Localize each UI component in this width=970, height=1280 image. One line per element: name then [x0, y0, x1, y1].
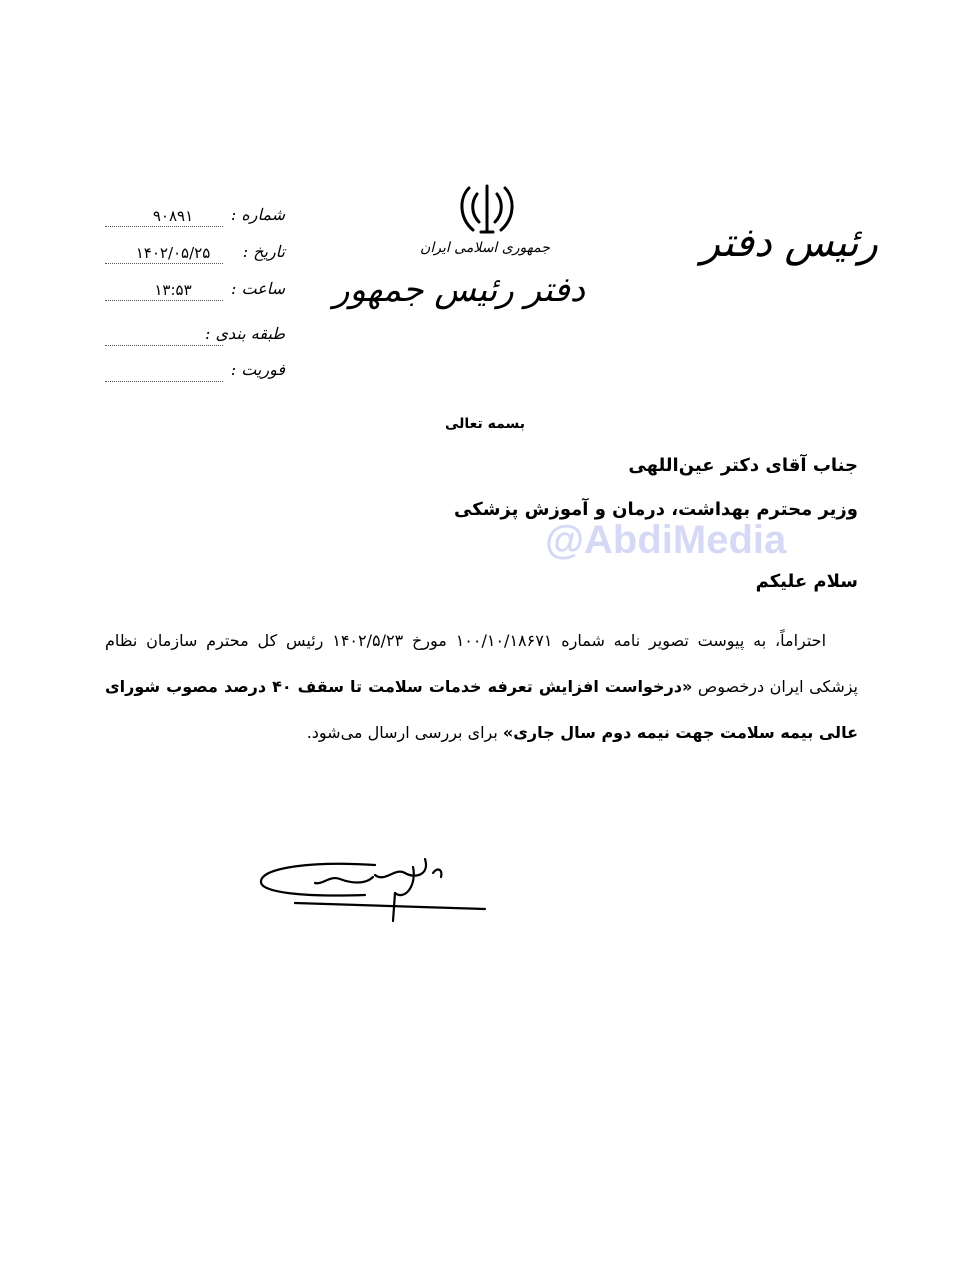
- meta-time-label: ساعت :: [230, 279, 285, 298]
- meta-number-value: ۹۰۸۹۱: [152, 207, 194, 225]
- meta-urgency-label: فوریت :: [230, 360, 285, 379]
- presidency-office-label: دفتر رئیس جمهور: [333, 270, 585, 310]
- letter-body: [105, 618, 858, 756]
- meta-number-label: شماره :: [230, 205, 285, 224]
- basmala-heading: بسمه تعالی: [444, 416, 526, 432]
- meta-time-line: [105, 300, 223, 301]
- recipient-name: جناب آقای دکتر عین‌اللهی: [628, 455, 858, 476]
- recipient-title: وزیر محترم بهداشت، درمان و آموزش پزشکی: [454, 499, 858, 520]
- republic-label: جمهوری اسلامی ایران: [420, 240, 550, 256]
- meta-date-value: ۱۴۰۲/۰۵/۲۵: [135, 244, 211, 262]
- meta-classification-label: طبقه بندی :: [205, 324, 285, 343]
- salutation: سلام علیکم: [755, 571, 858, 592]
- meta-time-value: ۱۳:۵۳: [154, 281, 192, 299]
- body-intro: احتراماً، به پیوست تصویر نامه شماره ۱۰۰/۱۰/۱۸۶۷۱ مورخ ۱۴۰۲/۵/۲۳ رئیس کل محترم سازمان نظام پزشکی ایران درخصوص: [105, 631, 859, 696]
- watermark: @AbdiMedia: [545, 518, 787, 562]
- office-title: رئیس دفتر: [700, 220, 878, 266]
- meta-classification-line: [105, 345, 223, 346]
- meta-date-label: تاریخ :: [242, 242, 285, 261]
- meta-urgency-line: [105, 381, 223, 382]
- meta-time-row: [105, 277, 285, 307]
- iran-emblem-icon: [455, 182, 519, 238]
- meta-number-line: [105, 226, 223, 227]
- meta-date-line: [105, 263, 223, 264]
- meta-urgency-row: [105, 358, 285, 388]
- body-outro: برای بررسی ارسال می‌شود.: [306, 723, 503, 742]
- meta-date-row: [105, 240, 285, 270]
- meta-number-row: [105, 203, 285, 233]
- meta-classification-row: [105, 322, 285, 352]
- signature: [255, 845, 495, 925]
- body-subject: «درخواست افزایش تعرفه خدمات سلامت تا سقف ۴۰ درصد مصوب شورای عالی بیمه سلامت جهت نیمه دوم سال جاری»: [105, 677, 858, 742]
